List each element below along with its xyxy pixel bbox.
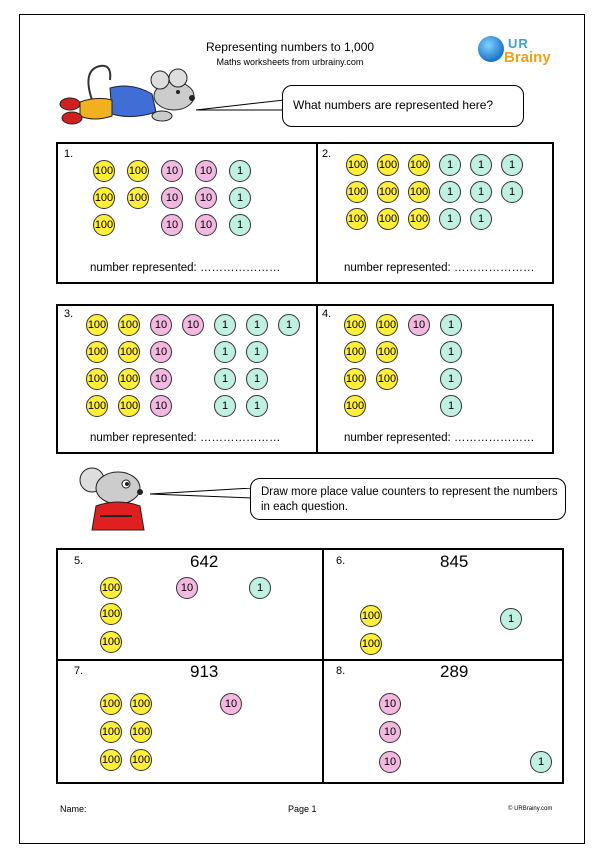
answer-line[interactable]: number represented: ………………… — [90, 432, 281, 444]
waving-mouse-illustration — [78, 462, 154, 534]
counter-100: 100 — [346, 208, 368, 230]
counter-10: 10 — [150, 395, 172, 417]
counter-100: 100 — [86, 314, 108, 336]
counter-10: 10 — [176, 577, 198, 599]
counter-1: 1 — [439, 154, 461, 176]
counter-1: 1 — [229, 214, 251, 236]
counter-100: 100 — [86, 368, 108, 390]
counter-10: 10 — [408, 314, 430, 336]
counter-100: 100 — [408, 181, 430, 203]
counter-100: 100 — [376, 341, 398, 363]
answer-line[interactable]: number represented: ………………… — [344, 432, 535, 444]
grid-divider-vertical — [322, 548, 324, 784]
counter-100: 100 — [118, 341, 140, 363]
counter-100: 100 — [118, 395, 140, 417]
counter-100: 100 — [93, 160, 115, 182]
counter-1: 1 — [440, 368, 462, 390]
copyright-text: © URBrainy.com — [508, 806, 553, 812]
counter-100: 100 — [130, 693, 152, 715]
question-number: 2. — [322, 148, 332, 160]
target-number: 913 — [190, 662, 219, 681]
counter-100: 100 — [100, 603, 122, 625]
question-number: 1. — [64, 148, 74, 160]
counter-10: 10 — [379, 751, 401, 773]
question-number: 5. — [74, 555, 84, 567]
counter-10: 10 — [150, 314, 172, 336]
speech-pointer — [196, 96, 286, 116]
counter-100: 100 — [118, 314, 140, 336]
counter-100: 100 — [377, 154, 399, 176]
counter-1: 1 — [500, 608, 522, 630]
counter-100: 100 — [344, 395, 366, 417]
speech-bubble-instructions — [250, 478, 566, 520]
counter-1: 1 — [229, 160, 251, 182]
counter-100: 100 — [360, 633, 382, 655]
counter-100: 100 — [346, 154, 368, 176]
counter-100: 100 — [130, 721, 152, 743]
counter-10: 10 — [150, 368, 172, 390]
counter-1: 1 — [470, 154, 492, 176]
counter-100: 100 — [377, 208, 399, 230]
logo-text-brainy: Brainy — [504, 49, 551, 66]
counter-100: 100 — [130, 749, 152, 771]
counter-1: 1 — [501, 181, 523, 203]
drawing-grid — [56, 548, 564, 784]
box-divider — [316, 304, 318, 454]
counter-100: 100 — [346, 181, 368, 203]
counter-1: 1 — [214, 395, 236, 417]
counter-100: 100 — [93, 214, 115, 236]
counter-10: 10 — [195, 214, 217, 236]
counter-1: 1 — [440, 395, 462, 417]
counter-1: 1 — [229, 187, 251, 209]
counter-10: 10 — [220, 693, 242, 715]
counter-1: 1 — [530, 751, 552, 773]
counter-1: 1 — [278, 314, 300, 336]
counter-100: 100 — [377, 181, 399, 203]
counter-1: 1 — [246, 341, 268, 363]
question-number: 8. — [336, 665, 346, 677]
page-number: Page 1 — [288, 804, 317, 814]
question-number: 3. — [64, 308, 74, 320]
counter-10: 10 — [161, 160, 183, 182]
speech-text-question: What numbers are represented here? — [293, 98, 494, 112]
speech-pointer — [150, 488, 254, 502]
counter-1: 1 — [246, 368, 268, 390]
counter-1: 1 — [501, 154, 523, 176]
counter-100: 100 — [100, 693, 122, 715]
lying-mouse-illustration — [52, 60, 202, 132]
counter-100: 100 — [100, 631, 122, 653]
counter-100: 100 — [376, 314, 398, 336]
counter-1: 1 — [440, 314, 462, 336]
grid-divider-horizontal — [56, 659, 564, 661]
counter-100: 100 — [118, 368, 140, 390]
name-label: Name: — [60, 804, 87, 814]
counter-10: 10 — [161, 214, 183, 236]
page-title: Representing numbers to 1,000 — [205, 40, 375, 54]
counter-1: 1 — [249, 577, 271, 599]
speech-bubble-question — [282, 85, 524, 127]
counter-10: 10 — [161, 187, 183, 209]
counter-10: 10 — [379, 693, 401, 715]
page-subtitle: Maths worksheets from urbrainy.com — [216, 57, 364, 67]
counter-100: 100 — [344, 341, 366, 363]
counter-100: 100 — [408, 208, 430, 230]
counter-1: 1 — [470, 208, 492, 230]
counter-10: 10 — [195, 160, 217, 182]
counter-1: 1 — [440, 341, 462, 363]
counter-1: 1 — [246, 395, 268, 417]
counter-100: 100 — [86, 395, 108, 417]
urbrainy-logo — [470, 34, 570, 70]
speech-text-instructions: Draw more place value counters to represent the numbers in each question. — [261, 486, 558, 513]
answer-line[interactable]: number represented: ………………… — [90, 262, 281, 274]
counter-10: 10 — [195, 187, 217, 209]
counter-1: 1 — [214, 314, 236, 336]
target-number: 642 — [190, 552, 219, 571]
counter-100: 100 — [86, 341, 108, 363]
counter-10: 10 — [379, 721, 401, 743]
question-number: 4. — [322, 308, 332, 320]
counter-100: 100 — [344, 314, 366, 336]
counter-1: 1 — [439, 181, 461, 203]
counter-100: 100 — [360, 605, 382, 627]
box-divider — [316, 142, 318, 284]
answer-line[interactable]: number represented: ………………… — [344, 262, 535, 274]
globe-icon — [478, 36, 504, 62]
counter-100: 100 — [376, 368, 398, 390]
target-number: 845 — [440, 552, 469, 571]
target-number: 289 — [440, 662, 469, 681]
counter-100: 100 — [344, 368, 366, 390]
counter-10: 10 — [182, 314, 204, 336]
counter-1: 1 — [246, 314, 268, 336]
counter-1: 1 — [470, 181, 492, 203]
counter-100: 100 — [100, 577, 122, 599]
counter-1: 1 — [214, 368, 236, 390]
logo-text-ur: UR — [508, 36, 529, 51]
counter-10: 10 — [150, 341, 172, 363]
counter-100: 100 — [93, 187, 115, 209]
counter-100: 100 — [127, 187, 149, 209]
counter-1: 1 — [439, 208, 461, 230]
counter-1: 1 — [214, 341, 236, 363]
counter-100: 100 — [127, 160, 149, 182]
question-number: 7. — [74, 665, 84, 677]
counter-100: 100 — [408, 154, 430, 176]
counter-100: 100 — [100, 749, 122, 771]
question-number: 6. — [336, 555, 346, 567]
counter-100: 100 — [100, 721, 122, 743]
